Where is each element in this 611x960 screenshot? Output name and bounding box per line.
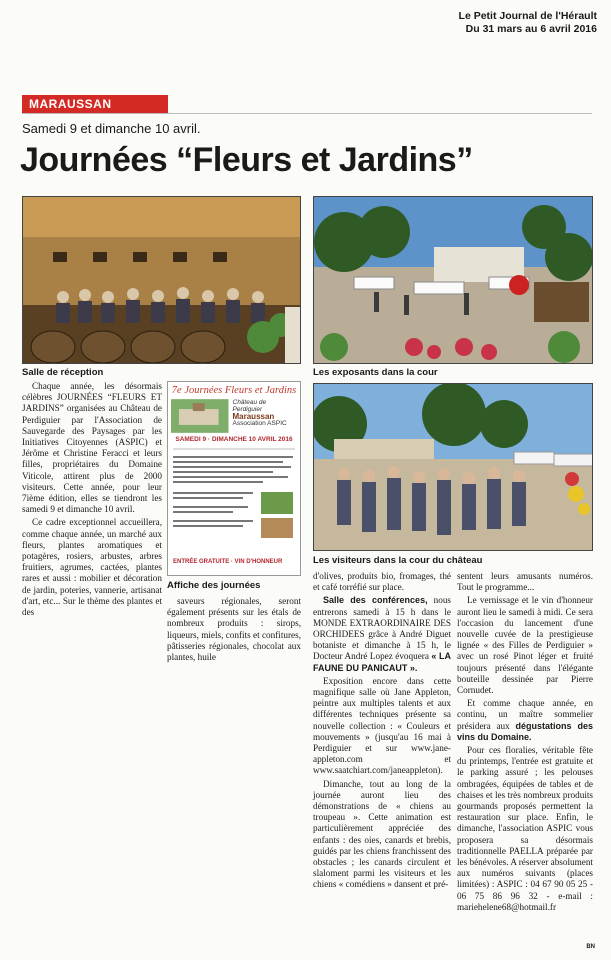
article-subtitle: Samedi 9 et dimanche 10 avril. — [22, 121, 201, 136]
label-tastings: dégustations des vins du Domaine. — [457, 720, 593, 742]
poster-entry: ENTRÉE GRATUITE · VIN D'HONNEUR — [173, 559, 283, 565]
paragraph-intro: Chaque année, les désormais célèbres JOURNÉES “FLEURS ET JARDINS” organisées au Château de Perdiguier par l'Association de Sauvegarde des Paysages par les Initiatives Citoyennes (ASPIC) et Jérôme et Christine Feracci et leurs filles, propriétaires du Domaine Viticole, attirent plus de 2000 visiteurs. Cette année, pour leur 7ième édition, elles se tiendront les samedi 9 et dimanche 10 avril. — [22, 381, 162, 515]
photo-reception-hall — [22, 196, 301, 364]
photo-visitors-courtyard — [313, 383, 593, 551]
rubric-town: MARAUSSAN — [22, 95, 168, 113]
paragraph-dogs-end: sentent leurs amusants numéros. Tout le programme... — [457, 571, 593, 593]
poster-dates: SAMEDI 9 · DIMANCHE 10 AVRIL 2016 — [175, 436, 293, 443]
article-column-2 — [167, 596, 301, 665]
caption-reception-hall: Salle de réception — [22, 367, 104, 378]
author-signature: BN — [586, 944, 595, 950]
caption-visitors: Les visiteurs dans la cour du château — [313, 555, 483, 566]
poster-town: Maraussan — [232, 412, 275, 421]
article-column-4 — [457, 571, 593, 915]
paragraph-exhibition: Exposition encore dans cette magnifique salle où Jane Appleton, peintre aux multiples talents et aux différentes techniques présente sa nouvelle collection : « Couleurs et mouvements » (jusqu'au 16 mai à Perdiguier et sur www.jane-appleton.com et www.saatchiart.com/janeappleton). — [313, 675, 451, 776]
poster-chateau-image — [171, 399, 229, 433]
publication-name: Le Petit Journal de l'Hérault — [458, 10, 597, 22]
event-poster — [167, 381, 301, 576]
paragraph-market: Ce cadre exceptionnel accueillera, comme chaque année, un marché aux fleurs, plantes aromatiques et potagères, rosiers, arbustes, arbres fruitiers, agrumes, cactées, plantes rares et aussi : mobilier et décoration de jardin, poteries, vannerie, artisanat d'art, etc... Sur le thème des plantes et des — [22, 517, 162, 618]
caption-poster: Affiche des journées — [167, 580, 261, 591]
article-column-1 — [22, 381, 162, 620]
poster-programme-text — [173, 454, 297, 554]
paragraph-floralies: Pour ces floralies, véritable fête du printemps, l'entrée est gratuite et le parking assuré ; les pelouses ombragées, équipées de tables et de chaises et les très nombreux produits gourmands proposés permettent la restauration sur place. Enfin, le dimanche, l'association ASPIC vous proposera sa désormais traditionnelle PAELLA préparée par les bénévoles. A réserver absolument aux numéros suivants (places limitées) : ASPIC : 04 67 90 05 25 - 06 75 86 96 32 - e-mail : mariehelene68@hotmail.fr — [457, 745, 593, 912]
article-headline: Journées “Fleurs et Jardins” — [20, 141, 473, 179]
poster-assoc: Association ASPIC — [232, 420, 287, 427]
poster-venue: Château de Perdiguier — [232, 399, 267, 413]
article-column-3 — [313, 571, 451, 893]
rubric-rule — [22, 113, 592, 114]
label-conference-room: Salle des conférences, — [323, 595, 428, 606]
paragraph-products: saveurs régionales, seront également présents sur les étals de nombreux produits : sirops, liqueurs, miels, confits et confitures, pâtisseries régionales, chocolat aux plantes, huile — [167, 596, 301, 663]
photo-exhibitors-courtyard — [313, 196, 593, 364]
masthead — [459, 10, 597, 36]
title-panicaut: « LA FAUNE DU PANICAUT ». — [313, 651, 451, 673]
paragraph-olives: d'olives, produits bio, fromages, thé et café torréfié sur place. — [313, 571, 451, 593]
paragraph-vernissage: Le vernissage et le vin d'honneur auront lieu le samedi à midi. Ce sera l'occasion du lancement d'une nouvelle cuvée de la prestigieuse lignée « des Filles de Perdiguier » avec un rosé Pinot léger et fruité toujours présenté dans l'élégante bouteille dessinée par Pierre Cornudet. — [457, 595, 593, 696]
poster-title: 7e Journées Fleurs et Jardins — [171, 385, 297, 396]
text-conferences: nous entrerons samedi à 15 h dans le MONDE EXTRAORDINAIRE DES ORCHIDEES grâce à André Diguet botaniste et dimanche à 15 h, le Docteur André Lopez évoquera — [313, 595, 451, 662]
publication-dates: Du 31 mars au 6 avril 2016 — [465, 23, 597, 35]
paragraph-dogs: Dimanche, tout au long de la journée auront lieu des démonstrations de « chiens au troupeau ». Cette animation est particulièrement appréciée des enfants : des oies, canards et brebis, guidés par les chiens franchissent des obstacles ; les canards circulent et slaloment parmi les visiteurs et les chiens « comédiens » dansent et pré- — [313, 778, 451, 890]
caption-exhibitors: Les exposants dans la cour — [313, 367, 438, 378]
text-sommelier: Et comme chaque année, en continu, un maître sommelier présidera aux — [457, 698, 593, 731]
